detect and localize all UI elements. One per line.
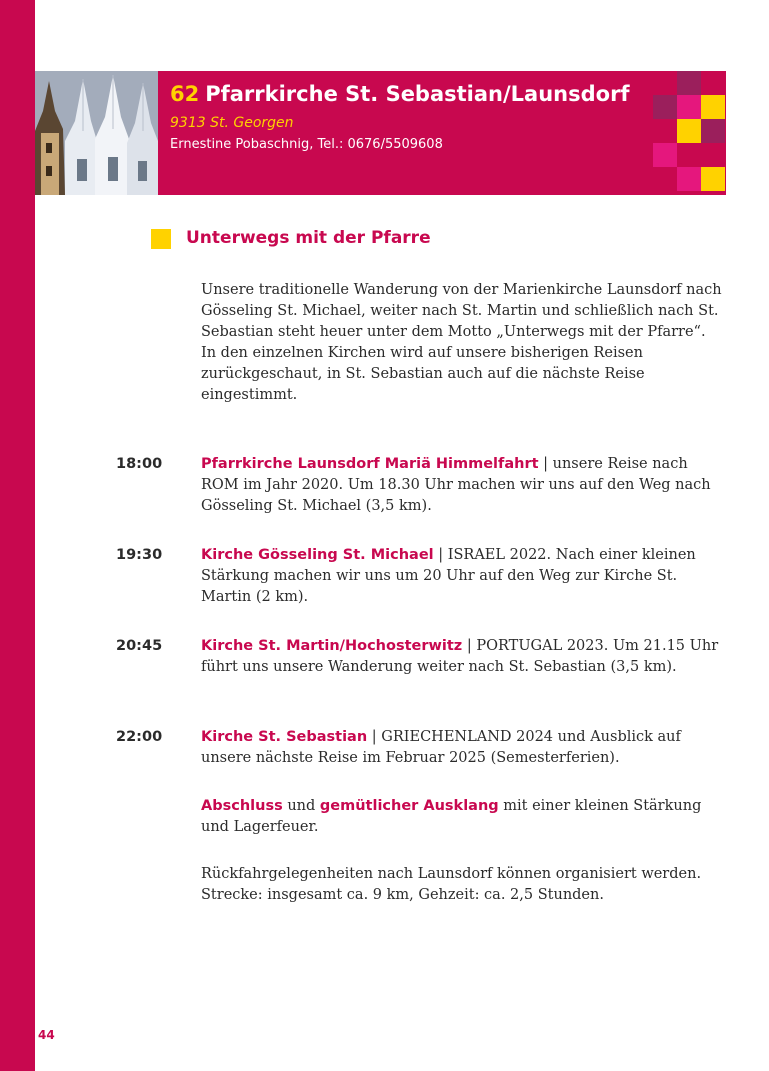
schedule-place-3: Kirche St. Martin/Hochosterwitz — [201, 638, 463, 654]
schedule-item-2 — [201, 545, 723, 608]
schedule-item-4 — [201, 727, 723, 769]
section-title: Unterwegs mit der Pfarre — [186, 228, 431, 248]
schedule-text-3: | PORTUGAL 2023. Um 21.15 Uhr führt uns unsere Wanderung weiter nach St. Sebastian (3,5 km). — [201, 638, 719, 675]
closing-rest: mit einer kleinen Stärkung und Lagerfeuer. — [201, 798, 702, 835]
schedule-place-1: Pfarrkirche Launsdorf Mariä Himmelfahrt — [201, 456, 539, 472]
closing-highlight-1: Abschluss — [201, 798, 283, 814]
schedule-item-1 — [201, 454, 723, 517]
event-title-text: Pfarrkirche St. Sebastian/Launsdorf — [205, 82, 630, 106]
schedule-time-3: 20:45 — [116, 638, 163, 654]
schedule-item-3 — [201, 636, 723, 678]
closing-mid: und — [282, 798, 320, 814]
church-photo — [35, 71, 158, 195]
event-title — [170, 82, 630, 106]
page-number: 44 — [38, 1028, 55, 1042]
event-number: 62 — [170, 82, 200, 106]
schedule-text-2: | ISRAEL 2022. Nach einer kleinen Stärkung machen wir uns um 20 Uhr auf den Weg zur Kirche St. Martin (2 km). — [201, 547, 696, 605]
schedule-time-4: 22:00 — [116, 729, 163, 745]
schedule-text-4: | GRIECHENLAND 2024 und Ausblick auf unsere nächste Reise im Februar 2025 (Semesterferien). — [201, 729, 681, 766]
closing-paragraph — [201, 796, 723, 838]
schedule-place-4: Kirche St. Sebastian — [201, 729, 368, 745]
event-location: 9313 St. Georgen — [170, 115, 294, 131]
schedule-text-1: | unsere Reise nach ROM im Jahr 2020. Um 18.30 Uhr machen wir uns auf den Weg nach Gösseling St. Michael (3,5 km). — [201, 456, 711, 514]
transport-paragraph: Rückfahrgelegenheiten nach Launsdorf können organisiert werden. Strecke: insgesamt ca. 9 km, Gehzeit: ca. 2,5 Stunden. — [201, 866, 702, 903]
left-accent-bar — [0, 0, 35, 1071]
event-header — [35, 71, 726, 195]
schedule-place-2: Kirche Gösseling St. Michael — [201, 547, 434, 563]
schedule-time-1: 18:00 — [116, 456, 163, 472]
intro-paragraph: Unsere traditionelle Wanderung von der Marienkirche Launsdorf nach Gösseling St. Michael, weiter nach St. Martin und schließlich nach St. Sebastian steht heuer unter dem Motto „Unterwegs mit der Pfarre“. In den einzelnen Kirchen wird auf unsere bisherigen Reisen zurückgeschaut, in St. Sebastian auch auf die nächste Reise eingestimmt. — [201, 282, 722, 403]
schedule-time-2: 19:30 — [116, 547, 163, 563]
decorative-mosaic — [653, 71, 726, 195]
closing-highlight-2: gemütlicher Ausklang — [319, 798, 499, 814]
event-contact: Ernestine Pobaschnig, Tel.: 0676/5509608 — [170, 137, 443, 152]
section-marker — [151, 229, 171, 249]
